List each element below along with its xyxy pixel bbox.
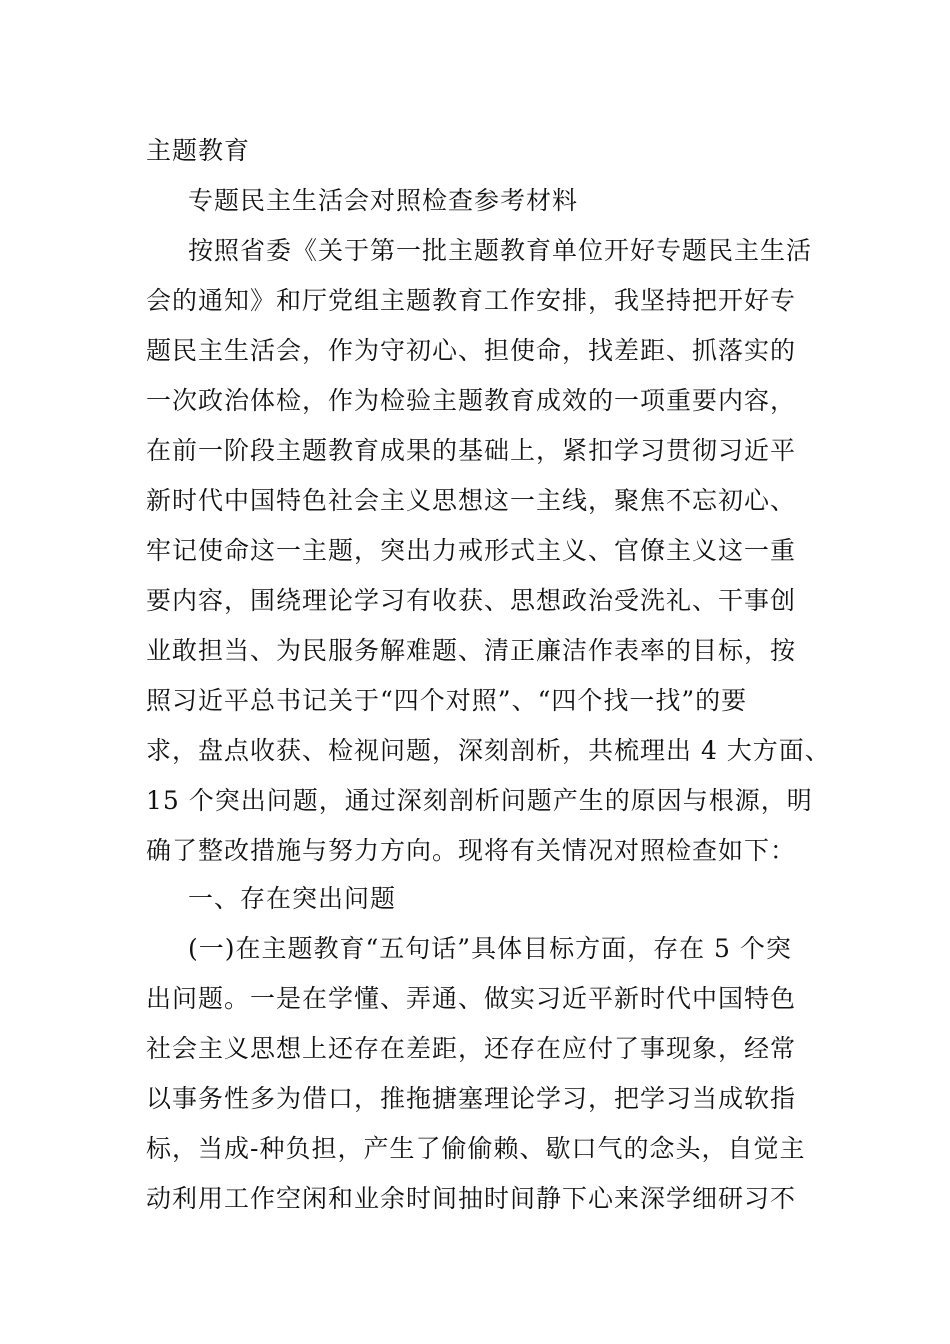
paragraph-line: 一次政治体检，作为检验主题教育成效的一项重要内容，	[146, 386, 797, 415]
paragraph-line: 标，当成-种负担，产生了偷偷赖、歇口气的念头，自觉主	[146, 1134, 806, 1163]
paragraph-line: 会的通知》和厅党组主题教育工作安排，我坚持把开好专	[146, 286, 797, 315]
paragraph-line: 确了整改措施与努力方向。现将有关情况对照检查如下：	[146, 836, 797, 865]
paragraph-line: 15 个突出问题，通过深刻剖析问题产生的原因与根源，明	[146, 786, 813, 815]
paragraph-line: 在前一阶段主题教育成果的基础上，紧扣学习贯彻习近平	[146, 436, 797, 465]
paragraph-line: 新时代中国特色社会主义思想这一主线，聚焦不忘初心、	[146, 486, 797, 515]
paragraph-line: (一)在主题教育“五句话”具体目标方面，存在 5 个突	[188, 934, 792, 963]
paragraph-line: 要内容，围绕理论学习有收获、思想政治受洗礼、干事创	[146, 586, 797, 615]
paragraph-line: 以事务性多为借口，推拖搪塞理论学习，把学习当成软指	[146, 1084, 797, 1113]
paragraph-line: 照习近平总书记关于“四个对照”、“四个找一找”的要	[146, 686, 748, 715]
paragraph-line: 按照省委《关于第一批主题教育单位开好专题民主生活	[188, 236, 813, 265]
section-heading: 一、存在突出问题	[188, 884, 397, 913]
paragraph-line: 业敢担当、为民服务解难题、清正廉洁作表率的目标，按	[146, 636, 797, 665]
document-title: 专题民主生活会对照检查参考材料	[188, 186, 579, 215]
paragraph-line: 牢记使命这一主题，突出力戒形式主义、官僚主义这一重	[146, 536, 797, 565]
paragraph-line: 求，盘点收获、检视问题，深刻剖析，共梳理出 4 大方面、	[146, 736, 831, 765]
paragraph-line: 社会主义思想上还存在差距，还存在应付了事现象，经常	[146, 1034, 797, 1063]
paragraph-line: 题民主生活会，作为守初心、担使命，找差距、抓落实的	[146, 336, 797, 365]
document-heading: 主题教育	[146, 136, 251, 165]
paragraph-line: 动利用工作空闲和业余时间抽时间静下心来深学细研习不	[146, 1184, 797, 1213]
paragraph-line: 出问题。一是在学懂、弄通、做实习近平新时代中国特色	[146, 984, 797, 1013]
